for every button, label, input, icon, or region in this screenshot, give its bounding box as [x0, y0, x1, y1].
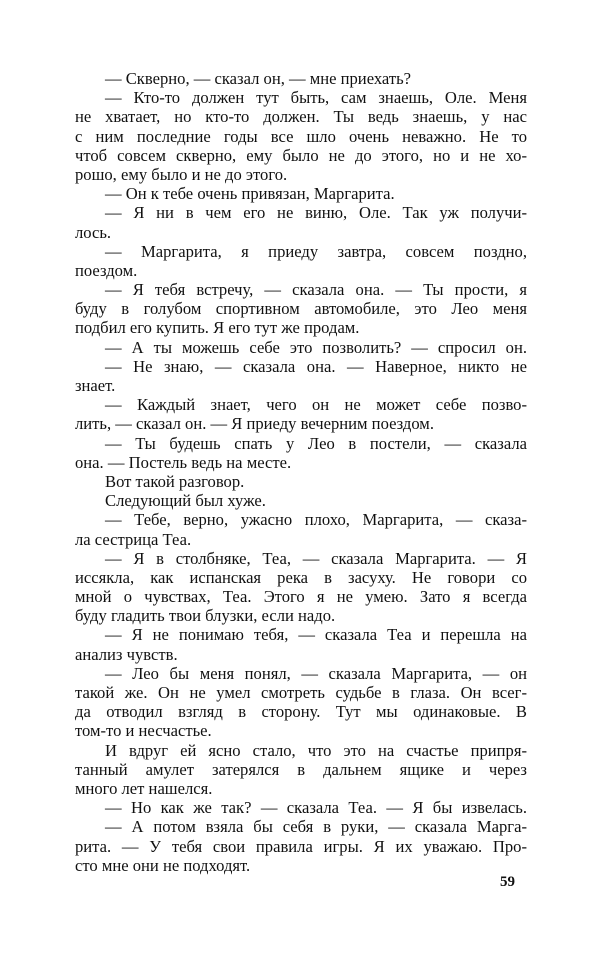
text-line: она. — Постель ведь на месте. — [75, 452, 292, 472]
body-text — [75, 69, 527, 875]
page-number: 59 — [500, 874, 515, 890]
text-line: буду гладить твои блузки, если надо. — [75, 606, 336, 626]
text-line: — Кто-то должен тут быть, сам знаешь, Оле. Меня — [105, 88, 527, 108]
text-line: — Маргарита, я приеду завтра, совсем поздно, — [105, 241, 527, 261]
text-line: том-то и несчастье. — [75, 721, 212, 741]
text-line: — Скверно, — сказал он, — мне приехать? — [105, 69, 412, 88]
text-line: да отводил взгляд в сторону. Тут мы одинаковые. В — [75, 702, 527, 722]
text-line: И вдруг ей ясно стало, что это на счастье припря- — [105, 740, 527, 760]
text-line: иссякла, как испанская река в засуху. Не говори со — [75, 567, 527, 587]
text-line: лить, — сказал он. — Я приеду вечерним поездом. — [75, 414, 434, 434]
text-line: — Я тебя встречу, — сказала она. — Ты прости, я — [105, 280, 527, 300]
text-line: — Но как же так? — сказала Теа. — Я бы извелась. — [105, 798, 527, 818]
text-line: анализ чувств. — [75, 644, 178, 664]
text-line: — Я не понимаю тебя, — сказала Теа и перешла на — [105, 625, 527, 645]
text-line: ла сестрица Теа. — [75, 529, 192, 549]
text-line: — Я ни в чем его не виню, Оле. Так уж получи- — [105, 203, 527, 223]
text-line: буду в голубом спортивном автомобиле, это Лео меня — [75, 299, 527, 319]
text-line: — Он к тебе очень привязан, Маргарита. — [105, 184, 395, 204]
text-line: — Каждый знает, чего он не может себе позво- — [105, 395, 527, 415]
text-line: не хватает, но кто-то должен. Ты ведь знаешь, у нас — [75, 107, 527, 127]
text-line: танный амулет затерялся в дальнем ящике и через — [75, 759, 527, 779]
text-line: Следующий был хуже. — [105, 491, 266, 511]
text-line: поездом. — [75, 260, 138, 280]
text-line: мной о чувствах, Теа. Этого я не умею. Зато я всегда — [75, 587, 527, 607]
text-line: много лет нашелся. — [75, 778, 213, 798]
text-line: — Не знаю, — сказала она. — Наверное, никто не — [105, 356, 527, 376]
text-line: такой же. Он не умел смотреть судьбе в глаза. Он всег- — [75, 683, 527, 702]
text-line: — А ты можешь себе это позволить? — спросил он. — [105, 337, 527, 357]
text-line: — Тебе, верно, ужасно плохо, Маргарита, — сказа- — [105, 510, 527, 530]
text-line: — Ты будешь спать у Лео в постели, — сказала — [105, 433, 527, 453]
text-line: Вот такой разговор. — [105, 471, 245, 491]
text-line: — Лео бы меня понял, — сказала Маргарита, — он — [105, 663, 527, 683]
text-line: лось. — [75, 222, 112, 242]
text-line: рошо, ему было и не до этого. — [75, 164, 288, 184]
text-line: — А потом взяла бы себя в руки, — сказала Марга- — [105, 817, 527, 837]
text-line: сто мне они не подходят. — [75, 855, 251, 875]
text-line: чтоб совсем скверно, ему было не до этого, но и не хо- — [75, 145, 527, 165]
text-line: знает. — [75, 376, 116, 395]
text-line: с ним последние годы все шло очень неважно. Не то — [75, 126, 527, 146]
text-line: — Я в столбняке, Теа, — сказала Маргарита. — Я — [105, 548, 527, 568]
text-line: подбил его купить. Я его тут же продам. — [75, 318, 360, 338]
text-line: рита. — У тебя свои правила игры. Я их уважаю. Про- — [75, 836, 527, 856]
